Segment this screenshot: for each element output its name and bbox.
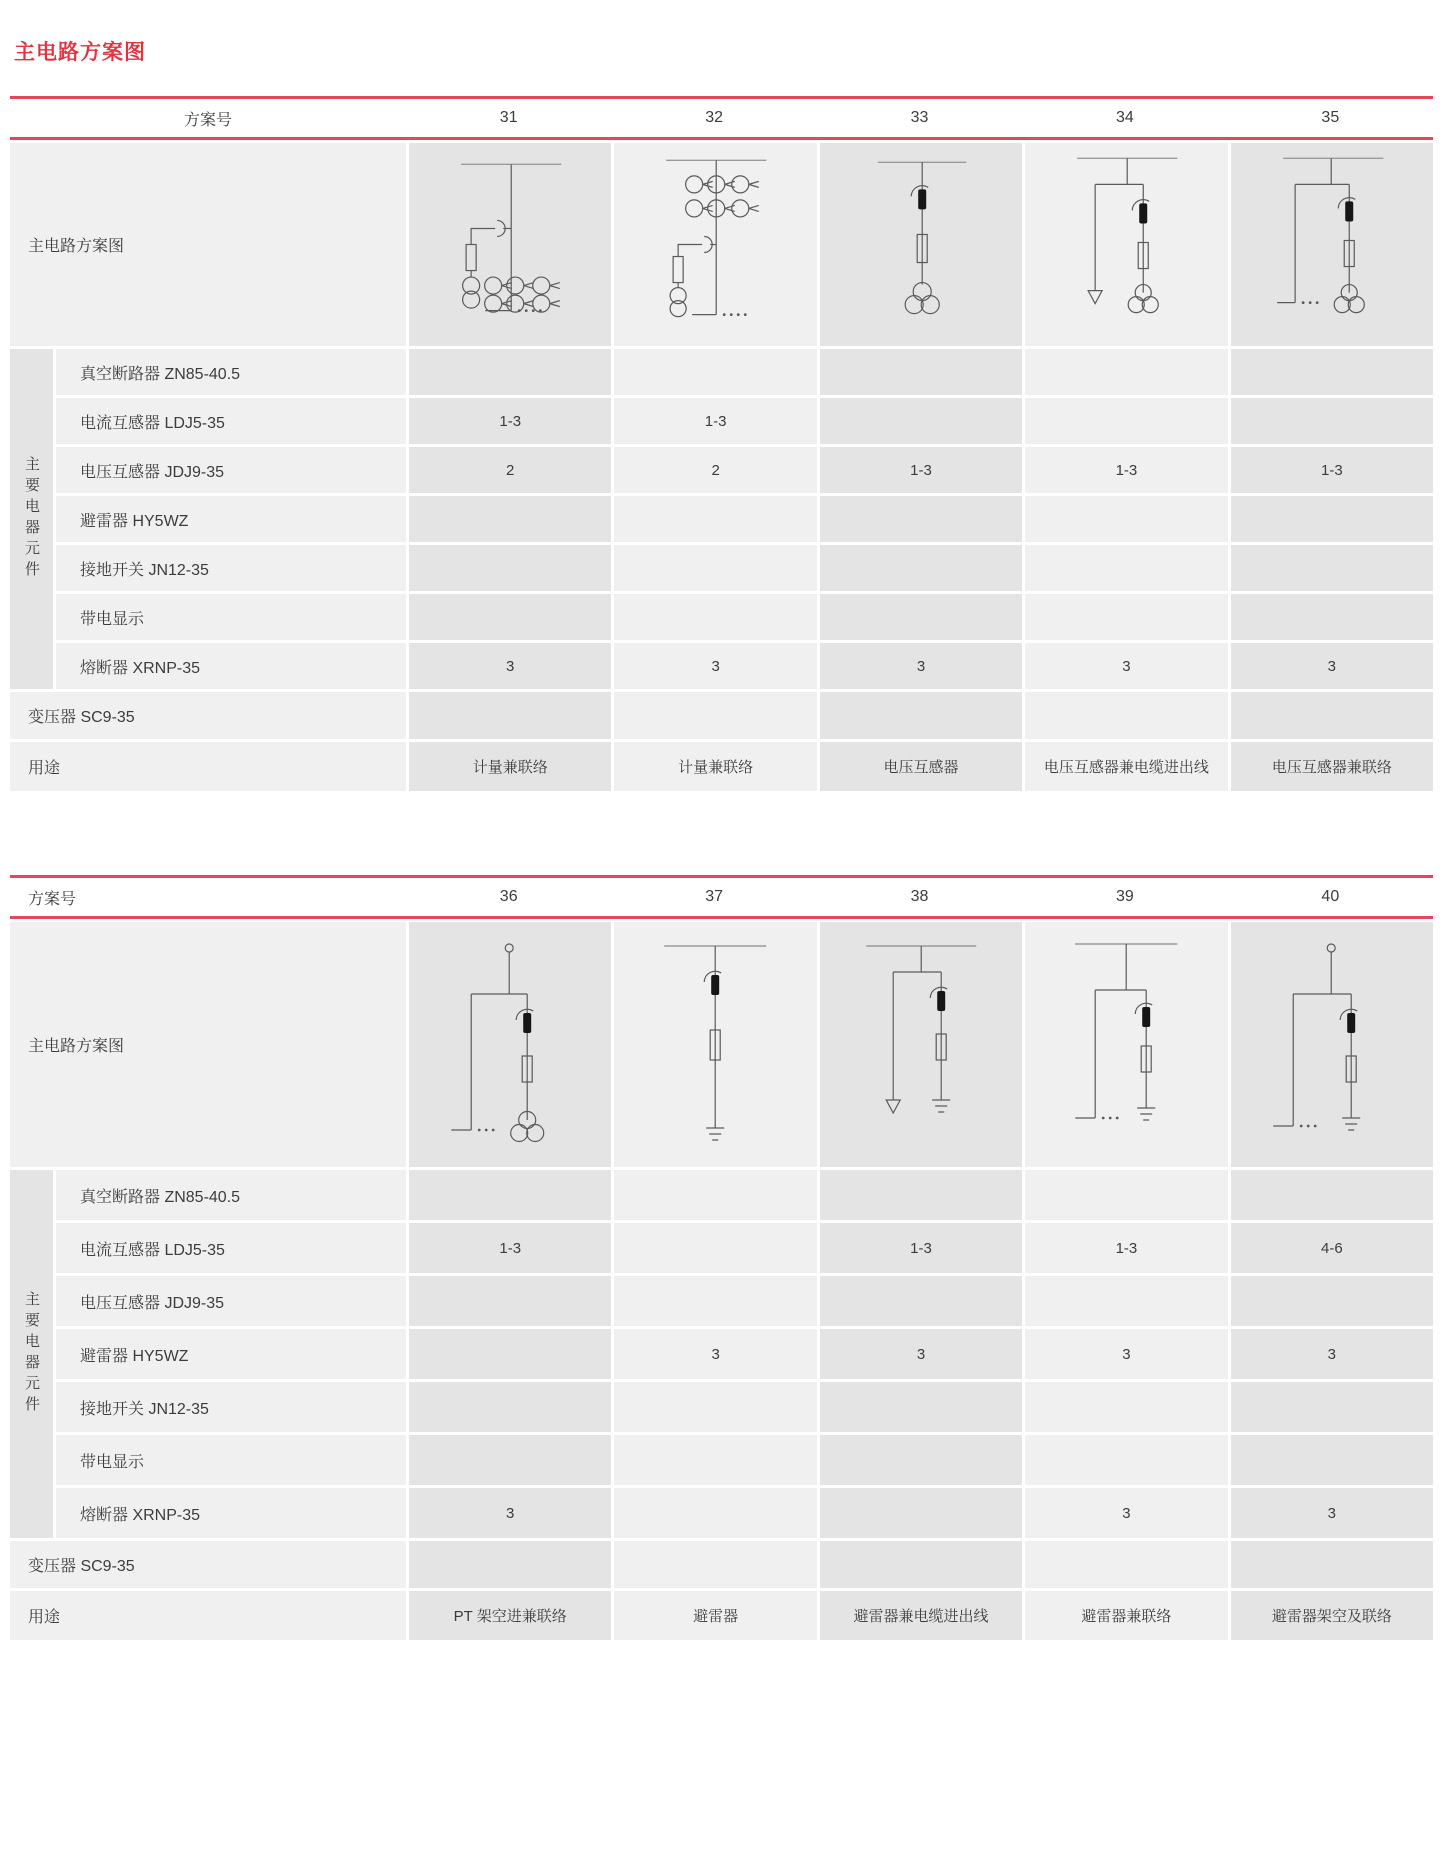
value-cell: 3: [1231, 1488, 1433, 1538]
row-label: 变压器 SC9-35: [10, 692, 406, 739]
row-label: 接地开关 JN12-35: [56, 545, 406, 591]
value-cell: [820, 398, 1022, 444]
value-cell: 1-3: [1231, 447, 1433, 493]
row-label: 接地开关 JN12-35: [56, 1382, 406, 1432]
component-row: [56, 496, 1433, 542]
component-row: [56, 545, 1433, 591]
value-cell: 1-3: [820, 447, 1022, 493]
table2-component-group: [10, 1170, 1433, 1538]
main-components-vertical-label: 主要电器元件: [10, 349, 53, 689]
component-row: [56, 1382, 1433, 1432]
value-cell: [1025, 496, 1227, 542]
component-row: [56, 1488, 1433, 1538]
row-label: 避雷器 HY5WZ: [56, 496, 406, 542]
value-cell: [1025, 545, 1227, 591]
scheme-no-label: 方案号: [183, 111, 232, 129]
value-cell: [1231, 1276, 1433, 1326]
row-label: 变压器 SC9-35: [10, 1541, 406, 1588]
usage-cell: 电压互感器兼电缆进出线: [1025, 742, 1227, 791]
value-cell: 3: [1025, 643, 1227, 689]
scheme-31-diagram-cell: [409, 143, 611, 346]
value-cell: [614, 496, 816, 542]
value-cell: [1025, 692, 1227, 739]
value-cell: [409, 692, 611, 739]
transformer-row: [10, 692, 1433, 739]
row-label: 避雷器 HY5WZ: [56, 1329, 406, 1379]
scheme-34-header: 34: [1116, 109, 1134, 126]
value-cell: 2: [409, 447, 611, 493]
value-cell: 3: [614, 643, 816, 689]
catalog-page: [0, 36, 1443, 1640]
value-cell: [1231, 692, 1433, 739]
scheme-36-header: 36: [499, 888, 518, 905]
value-cell: [1025, 1541, 1227, 1588]
row-label: 电压互感器 JDJ9-35: [56, 447, 406, 493]
table2-diagram-row: [10, 922, 1433, 1167]
value-cell: 4-6: [1231, 1223, 1433, 1273]
value-cell: [820, 1488, 1022, 1538]
row-label: 电流互感器 LDJ5-35: [56, 398, 406, 444]
usage-cell: 避雷器: [614, 1591, 816, 1640]
value-cell: [1025, 1276, 1227, 1326]
component-row: [56, 349, 1433, 395]
value-cell: [820, 1435, 1022, 1485]
value-cell: 3: [1025, 1488, 1227, 1538]
page-title: 主电路方案图: [14, 41, 146, 64]
scheme-36-diagram-cell: [409, 922, 611, 1167]
value-cell: 3: [820, 643, 1022, 689]
main-components-vertical-label: 主要电器元件: [10, 1170, 53, 1538]
scheme-35-diagram-cell: [1231, 143, 1433, 346]
value-cell: [614, 1382, 816, 1432]
transformer-row: [10, 1541, 1433, 1588]
scheme-32-diagram: [614, 143, 816, 346]
value-cell: [820, 1276, 1022, 1326]
scheme-32-diagram-cell: [614, 143, 816, 346]
value-cell: [614, 1170, 816, 1220]
value-cell: [1025, 1435, 1227, 1485]
value-cell: 1-3: [1025, 1223, 1227, 1273]
table1-diagram-row: [10, 143, 1433, 346]
component-row: [56, 1223, 1433, 1273]
value-cell: [1025, 1382, 1227, 1432]
scheme-39-header: 39: [1116, 888, 1134, 905]
scheme-40-diagram: [1231, 922, 1433, 1167]
diagram-row-label: 主电路方案图: [10, 143, 406, 346]
value-cell: [1025, 1170, 1227, 1220]
value-cell: [409, 1382, 611, 1432]
row-label: 带电显示: [56, 594, 406, 640]
value-cell: [614, 594, 816, 640]
scheme-33-diagram: [820, 143, 1022, 346]
value-cell: 3: [1231, 1329, 1433, 1379]
value-cell: 1-3: [409, 1223, 611, 1273]
row-label: 用途: [10, 1591, 406, 1640]
scheme-34-diagram: [1025, 143, 1227, 346]
table1-header-row: [10, 96, 1433, 140]
value-cell: [409, 545, 611, 591]
scheme-33-header: 33: [910, 109, 929, 126]
value-cell: [1231, 1435, 1433, 1485]
value-cell: [820, 1541, 1022, 1588]
table1-component-group: [10, 349, 1433, 689]
scheme-no-label: 方案号: [28, 890, 77, 908]
value-cell: [614, 545, 816, 591]
scheme-36-diagram: [409, 922, 611, 1167]
diagram-row-label: 主电路方案图: [10, 922, 406, 1167]
usage-cell: 计量兼联络: [409, 742, 611, 791]
component-row: [56, 643, 1433, 689]
scheme-37-diagram: [614, 922, 816, 1167]
value-cell: [409, 1276, 611, 1326]
scheme-33-diagram-cell: [820, 143, 1022, 346]
usage-cell: 避雷器兼电缆进出线: [820, 1591, 1022, 1640]
scheme-table-31-35: [10, 96, 1433, 791]
usage-row: [10, 1591, 1433, 1640]
value-cell: [1231, 1382, 1433, 1432]
value-cell: [1231, 349, 1433, 395]
value-cell: [614, 1541, 816, 1588]
table2-header-row: [10, 875, 1433, 919]
scheme-40-header: 40: [1321, 888, 1340, 905]
scheme-35-header: 35: [1321, 109, 1340, 126]
value-cell: [1025, 594, 1227, 640]
value-cell: [1231, 1170, 1433, 1220]
value-cell: [820, 1382, 1022, 1432]
value-cell: [1231, 594, 1433, 640]
value-cell: [614, 1223, 816, 1273]
usage-cell: 避雷器架空及联络: [1231, 1591, 1433, 1640]
value-cell: [409, 1435, 611, 1485]
usage-cell: 计量兼联络: [614, 742, 816, 791]
scheme-32-header: 32: [705, 109, 723, 126]
value-cell: [820, 496, 1022, 542]
value-cell: [1025, 398, 1227, 444]
value-cell: 1-3: [820, 1223, 1022, 1273]
value-cell: 3: [1025, 1329, 1227, 1379]
component-row: [56, 1170, 1433, 1220]
value-cell: 3: [409, 643, 611, 689]
row-label: 电流互感器 LDJ5-35: [56, 1223, 406, 1273]
scheme-39-diagram: [1025, 922, 1227, 1167]
usage-cell: 电压互感器: [820, 742, 1022, 791]
value-cell: [820, 594, 1022, 640]
value-cell: [820, 349, 1022, 395]
value-cell: 1-3: [614, 398, 816, 444]
value-cell: [1231, 1541, 1433, 1588]
value-cell: 3: [1231, 643, 1433, 689]
row-label: 带电显示: [56, 1435, 406, 1485]
value-cell: 1-3: [1025, 447, 1227, 493]
scheme-37-diagram-cell: [614, 922, 816, 1167]
scheme-34-diagram-cell: [1025, 143, 1227, 346]
value-cell: [1231, 545, 1433, 591]
component-row: [56, 1435, 1433, 1485]
scheme-38-diagram: [820, 922, 1022, 1167]
component-row: [56, 1276, 1433, 1326]
value-cell: 3: [614, 1329, 816, 1379]
row-label: 电压互感器 JDJ9-35: [56, 1276, 406, 1326]
usage-cell: 电压互感器兼联络: [1231, 742, 1433, 791]
value-cell: [1025, 349, 1227, 395]
scheme-31-diagram: [409, 143, 611, 346]
usage-cell: PT 架空进兼联络: [409, 1591, 611, 1640]
value-cell: [409, 1329, 611, 1379]
component-row: [56, 447, 1433, 493]
usage-cell: 避雷器兼联络: [1025, 1591, 1227, 1640]
scheme-39-diagram-cell: [1025, 922, 1227, 1167]
scheme-35-diagram: [1231, 143, 1433, 346]
component-row: [56, 594, 1433, 640]
row-label: 真空断路器 ZN85-40.5: [56, 1170, 406, 1220]
value-cell: 3: [820, 1329, 1022, 1379]
row-label: 用途: [10, 742, 406, 791]
value-cell: [1231, 496, 1433, 542]
value-cell: [409, 349, 611, 395]
value-cell: [1231, 398, 1433, 444]
value-cell: [614, 692, 816, 739]
value-cell: 3: [409, 1488, 611, 1538]
scheme-31-header: 31: [499, 109, 518, 126]
scheme-table-36-40: [10, 875, 1433, 1640]
scheme-37-header: 37: [705, 888, 723, 905]
row-label: 真空断路器 ZN85-40.5: [56, 349, 406, 395]
row-label: 熔断器 XRNP-35: [56, 1488, 406, 1538]
value-cell: [820, 692, 1022, 739]
row-label: 熔断器 XRNP-35: [56, 643, 406, 689]
value-cell: [409, 496, 611, 542]
value-cell: 2: [614, 447, 816, 493]
scheme-40-diagram-cell: [1231, 922, 1433, 1167]
value-cell: [409, 594, 611, 640]
value-cell: [614, 349, 816, 395]
usage-row: [10, 742, 1433, 791]
component-row: [56, 1329, 1433, 1379]
value-cell: [409, 1170, 611, 1220]
value-cell: [614, 1435, 816, 1485]
value-cell: [614, 1488, 816, 1538]
value-cell: [820, 545, 1022, 591]
value-cell: [820, 1170, 1022, 1220]
value-cell: [614, 1276, 816, 1326]
scheme-38-diagram-cell: [820, 922, 1022, 1167]
scheme-38-header: 38: [910, 888, 929, 905]
value-cell: 1-3: [409, 398, 611, 444]
component-row: [56, 398, 1433, 444]
value-cell: [409, 1541, 611, 1588]
